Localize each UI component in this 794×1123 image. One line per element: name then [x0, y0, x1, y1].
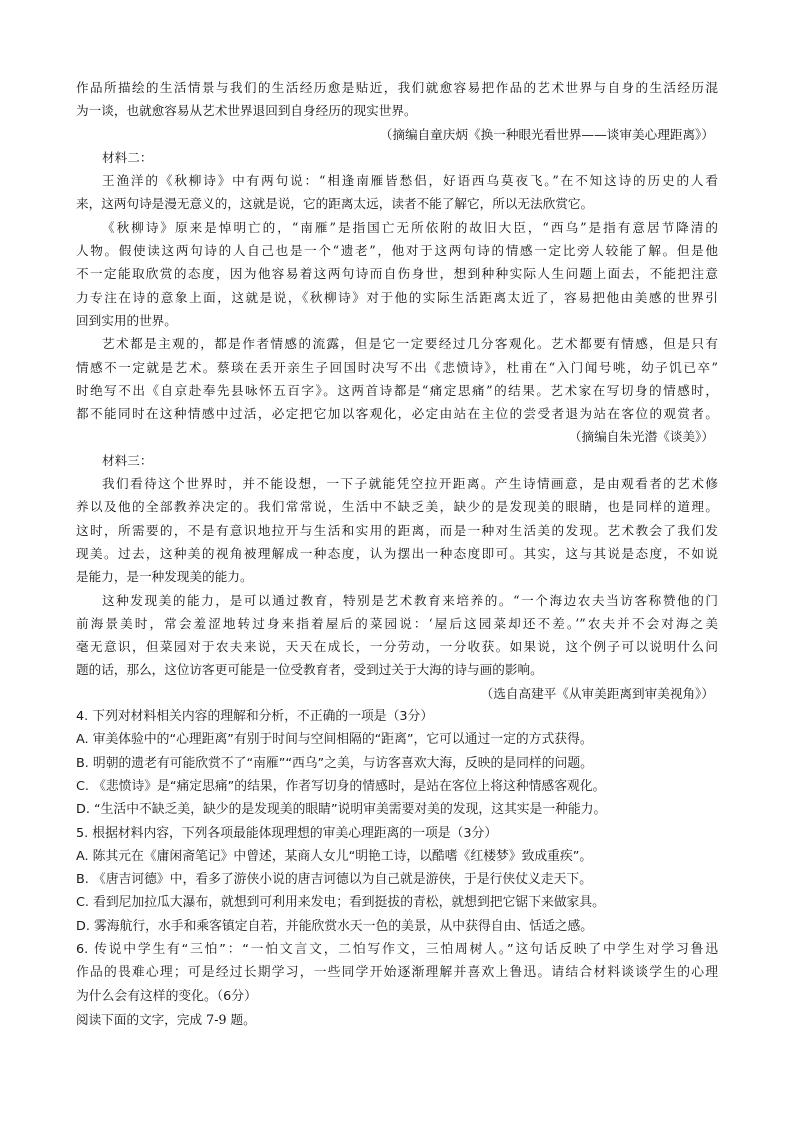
material2-line-8: 艺术都是主观的，都是作者情感的流露，但是它一定要经过几分客观化。艺术都要有情感，但是只有	[102, 336, 718, 352]
material2-line-7: 回到实用的世界。	[76, 312, 177, 328]
question-4-option-d: D. “生活中不缺乏美，缺少的是发现美的眼睛”说明审美需要对美的发现，这其实是一种能力。	[76, 802, 607, 818]
material2-line-9: 情感不一定就是艺术。蔡琰在丢开亲生子回国时决写不出《悲愤诗》，杜甫在“入门闻号咷，幼子饥已卒”	[76, 359, 718, 375]
material2-line-4: 人物。假使读这两句诗的人自己也是一个“遗老”，他对于这两句诗的情感一定比旁人较能了解。但是他	[76, 243, 718, 259]
material1-line-1: 作品所描绘的生活情景与我们的生活经历愈是贴近，我们就愈容易把作品的艺术世界与自身的生活经历混	[76, 80, 718, 95]
question-6-line-3: 为什么会有这样的变化。（6分）	[76, 988, 257, 1004]
material2-line-1: 王渔洋的《秋柳诗》中有两句说：“相逢南雁皆愁侣，好语西乌莫夜飞。”在不知这诗的历史的人看	[102, 173, 718, 189]
material3-line-5: 是能力，是一种发现美的能力。	[76, 569, 253, 585]
material2-line-11: 都不能同时在这种情感中过活，必定把它加以客观化，必定由站在主位的尝受者退为站在客位的观赏者。	[76, 406, 718, 422]
material3-line-1: 我们看待这个世界时，并不能设想，一下子就能凭空拉开距离。产生诗情画意，是由观看者的艺术修	[102, 476, 718, 492]
question-5-option-a: A. 陈其元在《庸闲斋笔记》中曾述，某商人女儿“明艳工诗，以酷嗜《红楼梦》致成重疾”。	[76, 848, 593, 864]
question-4-option-c: C. 《悲愤诗》是“痛定思痛”的结果，作者写切身的情感时，是站在客位上将这种情感客观化。	[76, 778, 606, 794]
material3-line-4: 现美。过去，这种美的视角被理解成一种态度，认为摆出一种态度即可。其实，这与其说是态度，不如说	[76, 545, 718, 561]
question-5-option-c: C. 看到尼加拉瓜大瀑布，就想到可利用来发电；看到挺拔的青松，就想到把它锯下来做家具。	[76, 895, 605, 911]
material3-source: （选自高建平《从审美距离到审美视角》）	[480, 685, 714, 701]
material3-line-2: 养以及他的全部教养决定的。我们常常说，生活中不缺乏美，缺少的是发现美的眼睛，也是同样的道理。	[76, 499, 718, 515]
material2-line-5: 不一定能取欣赏的态度，因为他容易着这两句诗而自伤身世，想到种种实际人生问题上面去，不能把注意	[76, 266, 718, 282]
material3-line-3: 这时，所需要的，不是有意识地拉开与生活和实用的距离，而是一种对生活美的发现。艺术教会了我们发	[76, 522, 718, 538]
material3-line-9: 题的话，那么，这位访客更可能是一位受教育者，受到过关于大海的诗与画的影响。	[76, 662, 543, 678]
question-6-line-2: 作品的畏难心理；可是经过长期学习，一些同学开始逐渐理解并喜欢上鲁迅。请结合材料谈谈学生的心理	[76, 965, 718, 981]
material2-heading: 材料二：	[102, 149, 153, 165]
material3-line-8: 毫无意识，但菜园对于农夫来说，天天在成长，一分劳动，一分收获。如果说，这个例子可以说明什么问	[76, 639, 718, 655]
question-5-option-d: D. 雾海航行，水手和乘客镇定自若，并能欣赏水天一色的美景，从中获得自由、恬适之感。	[76, 918, 594, 934]
material1-source: （摘编自童庆炳《换一种眼光看世界——谈审美心理距离》）	[379, 126, 714, 142]
reading-instruction: 阅读下面的文字，完成 7-9 题。	[76, 1011, 256, 1027]
question-5-stem: 5. 根据材料内容，下列各项最能体现理想的审美心理距离的一项是（3分）	[76, 825, 498, 841]
question-5-option-b: B. 《唐吉诃德》中，看多了游侠小说的唐吉诃德以为自己就是游侠，于是行侠仗义走天下。	[76, 872, 592, 888]
question-4-option-b: B. 明朝的遗老有可能欣赏不了“南雁”“西乌”之美，与访客喜欢大海，反映的是同样的问题。	[76, 755, 593, 771]
material2-line-2: 来，这两句诗是漫无意义的，这就是说，它的距离太远，读者不能了解它，所以无法欣赏它。	[76, 196, 594, 212]
question-4-stem: 4. 下列对材料相关内容的理解和分析，不正确的一项是（3分）	[76, 709, 434, 725]
material1-line-2: 为一谈，也就愈容易从艺术世界退回到自身经历的现实世界。	[76, 103, 417, 119]
material2-line-6: 力专注在诗的意象上面，这就是说，《秋柳诗》对于他的实际生活距离太近了，容易把他由美感的世界引	[76, 289, 718, 305]
question-6-line-1: 6. 传说中学生有“三怕”：“一怕文言文，二怕写作文，三怕周树人。”这句话反映了中学生对学习鲁迅	[76, 941, 718, 957]
material2-source: （摘编自朱光潜《谈美》）	[568, 429, 714, 445]
question-4-option-a: A. 审美体验中的“心理距离”有别于时间与空间相隔的“距离”，它可以通过一定的方式获得。	[76, 732, 593, 748]
material2-line-10: 时绝写不出《自京赴奉先县咏怀五百字》。这两首诗都是“痛定思痛”的结果。艺术家在写切身的情感时，	[76, 382, 718, 398]
material2-line-3: 《秋柳诗》原来是悼明亡的，“南雁”是指国亡无所依附的故旧大臣，“西乌”是指有意居节降清的	[102, 219, 718, 235]
material3-heading: 材料三：	[102, 452, 153, 468]
material3-line-6: 这种发现美的能力，是可以通过教育，特别是艺术教育来培养的。“一个海边农夫当访客称赞他的门	[102, 592, 718, 608]
material3-line-7: 前海景美时，常会羞涩地转过身来指着屋后的菜园说：‘屋后这园菜却还不差。’”农夫并不会对海之美	[76, 615, 718, 631]
